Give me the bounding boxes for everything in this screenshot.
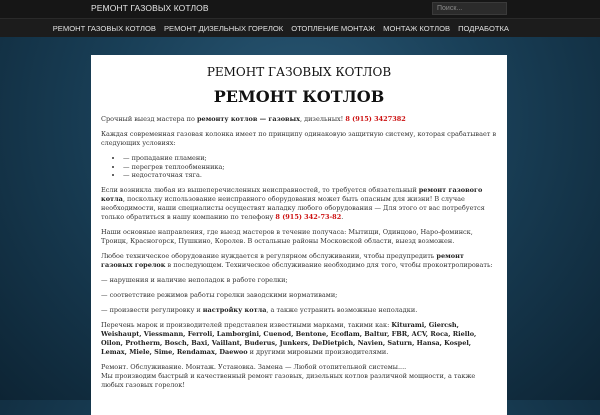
- paragraph-repair: Если возникла любая из вышеперечисленных неисправностей, то требуется обязательный ремонт газового котла, поскольку использование неисправного оборудования может быть опасным для жизни! В случае необходимости, наши специалисты осуществят наладку любого оборудования — Для этого от вас потребуется только обратиться в нашу компанию по телефону 8 (915) 342-73-82.: [101, 185, 485, 221]
- paragraph-check-2: — соответствие режимов работы горелки заводскими нормативами;: [101, 290, 338, 299]
- keyword-boiler-repair: ремонту котлов — газовых: [196, 115, 300, 123]
- main-nav: [0, 18, 600, 37]
- nav-item-diesel-burner-repair[interactable]: РЕМОНТ ДИЗЕЛЬНЫХ ГОРЕЛОК: [163, 23, 284, 33]
- list-item: • — недостаточная тяга.: [123, 171, 497, 180]
- top-bar: [0, 0, 600, 18]
- nav-item-boiler-installation[interactable]: МОНТАЖ КОТЛОВ: [383, 23, 451, 33]
- nav-item-part-time-work[interactable]: ПОДРАБОТКА: [458, 23, 509, 33]
- paragraph-protection: Каждая современная газовая колонка имеет по принципу одинаковую защитную систему, которая срабатывает в следующих условиях:: [101, 130, 497, 147]
- nav-item-heating-installation[interactable]: ОТОПЛЕНИЕ МОНТАЖ: [291, 23, 376, 33]
- keyword-gas-burner: ремонт газовых горелок: [101, 251, 464, 269]
- article-card: [91, 55, 507, 415]
- paragraph-maintenance: Любое техническое оборудование нуждается в регулярном обслуживании, чтобы предупредить ремонт газовых горелок в последующем. Техническое обслуживание необходимо для того, чтобы проконтролировать:: [101, 251, 493, 269]
- list-item: • — пропадание пламени;: [123, 154, 497, 163]
- paragraph-brands: Перечень марок и производителей представлен известными марками, такими как: Kiturami, Giercsh, Weishaupt, Viessmann, Ferroli, Lamborgini, Cuenod, Bentone, Ecoflam, Baltur, FBR, ACV, Roca, Riello, Oilon, Protherm, Bosch, Baxi, Vaillant, Buderus, Junkers, DeDietpich, Navien, Saturn, Hansa, Kospel, Lemax, Miele, Sime, Rendamax, Daewoo и другими мировыми производителями.: [101, 320, 477, 356]
- paragraph-services: Ремонт. Обслуживание. Монтаж. Установка. Замена — Любой отопительной системы.... Мы производим быстрый и качественный ремонт газовых, дизельных котлов различной мощности, а также любых газовых горелок!: [101, 362, 476, 389]
- phone-number[interactable]: 8 (915) 3427382: [345, 115, 406, 123]
- list-item: • — перегрев теплообменника;: [123, 163, 497, 172]
- nav-item-gas-boiler-repair[interactable]: РЕМОНТ ГАЗОВЫХ КОТЛОВ: [52, 23, 156, 33]
- article-title: РЕМОНТ КОТЛОВ: [213, 87, 385, 106]
- site-title[interactable]: РЕМОНТ ГАЗОВЫХ КОТЛОВ: [91, 3, 209, 13]
- article-heading: РЕМОНТ ГАЗОВЫХ КОТЛОВ: [206, 65, 392, 79]
- search-input[interactable]: [432, 2, 507, 15]
- phone-number[interactable]: 8 (915) 342-73-82: [275, 212, 342, 221]
- paragraph-check-3: — произвести регулировку и настройку котла, а также устранить возможные неполадки.: [101, 305, 418, 314]
- keyword-gas-boiler: ремонт газового котла: [101, 185, 483, 203]
- paragraph-intro: Срочный выезд мастера по ремонту котлов — газовых, дизельных! 8 (915) 3427382: [101, 115, 406, 123]
- brand-list: Kiturami, Giercsh, Weishaupt, Viessmann, Ferroli, Lamborgini, Cuenod, Bentone, Ecoflam, Baltur, FBR, ACV, Roca, Riello, Oilon, Protherm, Bosch, Baxi, Vaillant, Buderus, Junkers, DeDietpich, Navien, Saturn, Hansa, Kospel, Lemax, Miele, Sime, Rendamax, Daewoo: [101, 320, 477, 356]
- paragraph-check-1: — нарушения и наличие неполадок в работе горелки;: [101, 275, 288, 284]
- paragraph-areas: Наши основные направления, где выезд мастеров в течение получаса: Мытищи, Одинцово, Наро-фоминск, Троицк, Красногорск, Пушкино, Королев. В остальные районы Московской области, выезд возможен.: [101, 227, 473, 245]
- conditions-list: [101, 154, 497, 180]
- keyword-boiler-setup: настройку котла: [202, 305, 267, 314]
